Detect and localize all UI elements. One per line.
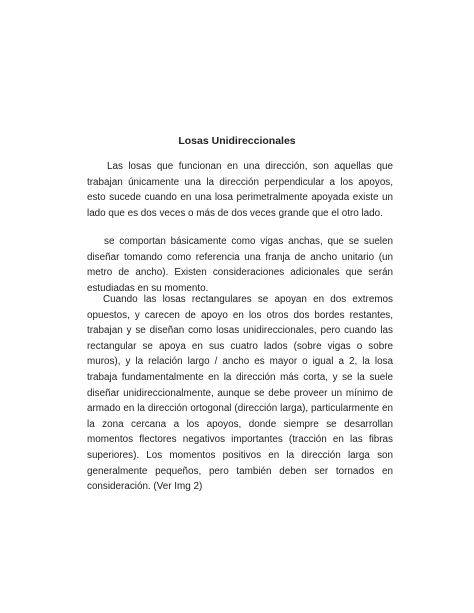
paragraph-2: se comportan básicamente como vigas anchas, que se suelen diseñar tomando como referencia una franja de ancho unitario (un metro de ancho). Existen consideraciones adicionales que serán estudiadas en su momento. <box>87 236 393 294</box>
paragraph-1: Las losas que funcionan en una dirección, son aquellas que trabajan únicamente una la dirección perpendicular a los apoyos, esto sucede cuando en una losa perimetralmente apoyada existe un lado que es dos veces o más de dos veces grande que el otro lado. <box>87 161 393 219</box>
paragraph-3: Cuando las losas rectangulares se apoyan en dos extremos opuestos, y carecen de apoyo en los otros dos bordes restantes, trabajan y se diseñan como losas unidireccionales, pero cuando las rectangular se apoya en sus cuatro lados (sobre vigas o sobre muros), y la relación largo / ancho es mayor o igual a 2, la losa trabaja fundamentalmente en la dirección más corta, y se la suele diseñar unidireccionalmente, aunque se debe proveer un mínimo de armado en la dirección ortogonal (dirección larga), particularmente en la zona cercana a los apoyos, donde siempre se desarrollan momentos flectores negativos importantes (tracción en las fibras superiores). Los momentos positivos en la dirección larga son generalmente pequeños, pero también deben ser tornados en consideración. (Ver Img 2) <box>87 294 393 493</box>
document-title: Losas Unidireccionales <box>178 135 296 147</box>
